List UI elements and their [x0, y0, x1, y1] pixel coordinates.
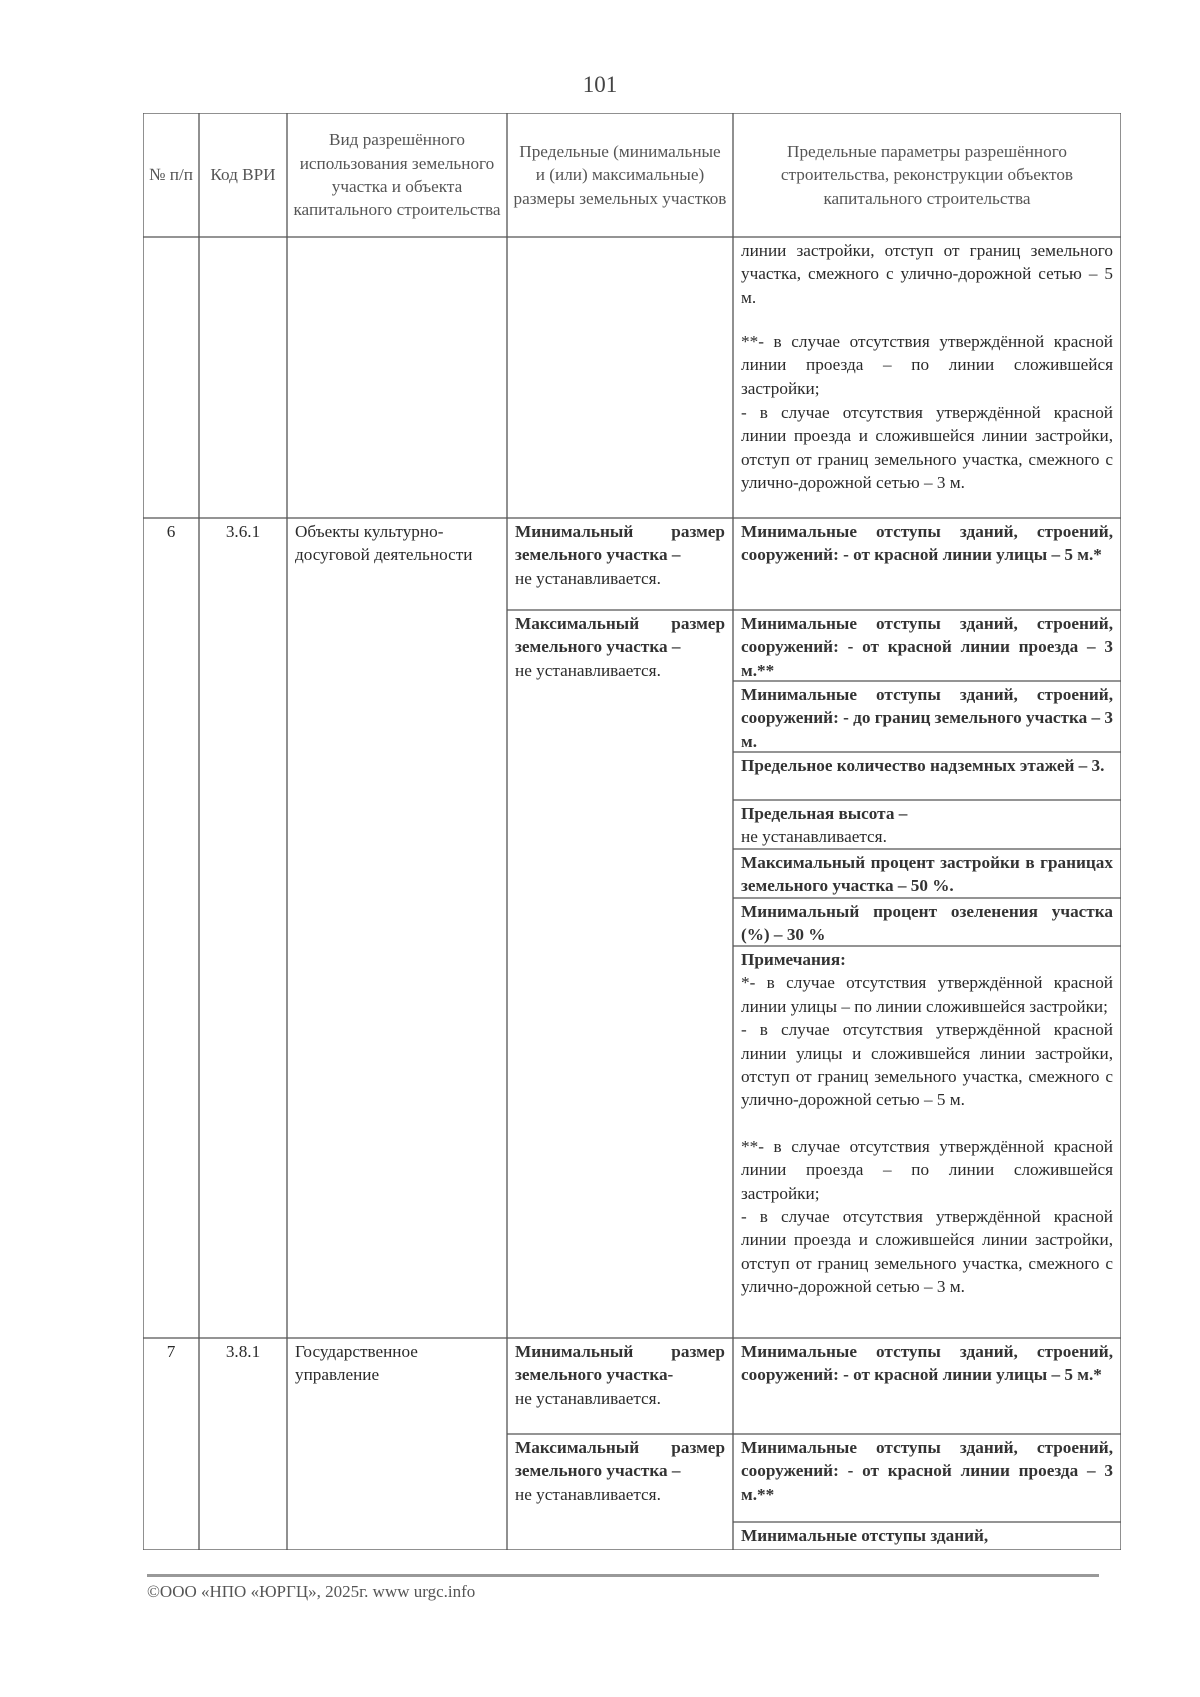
header-code: Код ВРИ: [210, 165, 276, 185]
row6-note-2: - в случае отсутствия утверждённой красной линии улицы и сложившейся линии застройки, отступ от границ земельного участка, смежного с улично-дорожной сетью – 5 м.: [741, 1020, 1113, 1110]
continuation-text-1: линии застройки, отступ от границ земельного участка, смежного с улично-дорожной сетью – 5 м.: [741, 241, 1113, 307]
row7-max-size-value: не устанавливается.: [515, 1484, 661, 1504]
row7-code: 3.8.1: [225, 1342, 261, 1361]
row7-use: Государственное управление: [295, 1342, 418, 1385]
row7-min-size-value: не устанавливается.: [515, 1388, 661, 1408]
row7-param-setback-street: Минимальные отступы зданий, строений, сооружений: - от красной линии улицы – 5 м.*: [741, 1342, 1113, 1385]
row6-param-setback-boundary: Минимальные отступы зданий, строений, сооружений: - до границ земельного участка – 3 м.: [741, 685, 1114, 751]
row6-param-floors: Предельное количество надземных этажей – 3.: [741, 756, 1105, 775]
row6-param-setback-driveway: Минимальные отступы зданий, строений, сооружений: - от красной линии проезда – 3 м.**: [741, 614, 1113, 680]
row6-notes: [733, 946, 1121, 1301]
row6-note-3: **- в случае отсутствия утверждённой красной линии проезда – по линии сложившейся застройки;: [741, 1136, 1113, 1203]
header-num: № п/п: [149, 165, 193, 185]
row7-param-setback-driveway: Минимальные отступы зданий, строений, сооружений: - от красной линии проезда – 3 м.**: [741, 1438, 1113, 1504]
row6-param-greening: Минимальный процент озеленения участка (%) – 30 %: [741, 902, 1113, 945]
header-sizes: Предельные (минимальные и (или) максимальные) размеры земельных участков: [513, 141, 727, 208]
row7-min-size: [507, 1338, 733, 1412]
row6-max-size-title: Максимальный размер земельного участка –: [515, 614, 725, 657]
row6-min-size: [507, 518, 733, 592]
row6-min-size-title: Минимальный размер земельного участка –: [515, 522, 725, 565]
row6-use: Объекты культурно-досуговой деятельности: [295, 522, 473, 565]
row6-param-setback-street: Минимальные отступы зданий, строений, сооружений: - от красной линии улицы – 5 м.*: [741, 522, 1113, 565]
header-use: Вид разрешённого использования земельного участка и объекта капитального строительства: [293, 130, 501, 220]
row7-min-size-title: Минимальный размер земельного участка-: [515, 1342, 725, 1385]
header-params: Предельные параметры разрешённого строительства, реконструкции объектов капитального строительства: [780, 141, 1074, 208]
row7-max-size: [507, 1434, 733, 1508]
row6-num: 6: [166, 522, 176, 541]
row7-max-size-title: Максимальный размер земельного участка –: [515, 1438, 725, 1481]
row7-num: 7: [166, 1342, 176, 1361]
row6-param-height-title: Предельная высота –: [741, 804, 908, 823]
row6-min-size-value: не устанавливается.: [515, 568, 661, 588]
footer-copyright: ©ООО «НПО «ЮРГЦ», 2025г. www urgc.info: [147, 1582, 476, 1601]
row6-note-1: *- в случае отсутствия утверждённой красной линии улицы – по линии сложившейся застройки;: [741, 973, 1113, 1016]
row6-param-height: [733, 800, 1121, 851]
zoning-table: [143, 113, 1121, 1550]
continuation-text-2: **- в случае отсутствия утверждённой красной линии проезда – по линии сложившейся застройки;: [741, 332, 1113, 398]
row6-note-4: - в случае отсутствия утверждённой красной линии проезда и сложившейся линии застройки, отступ от границ земельного участка, смежного с улично-дорожной сетью – 3 м.: [741, 1207, 1113, 1297]
row6-param-coverage: Максимальный процент застройки в границах земельного участка – 50 %.: [741, 853, 1113, 896]
page-number: 101: [582, 72, 618, 97]
continuation-text-3: - в случае отсутствия утверждённой красной линии проезда и сложившейся линии застройки, отступ от границ земельного участка, смежного с улично-дорожной сетью – 3 м.: [741, 403, 1113, 493]
row6-code: 3.6.1: [225, 522, 261, 541]
row7-param-setback-boundary: Минимальные отступы зданий,: [741, 1526, 989, 1545]
row6-max-size-value: не устанавливается.: [515, 660, 661, 680]
row6-param-height-value: не устанавливается.: [741, 827, 887, 847]
row6-max-size: [507, 610, 733, 684]
row6-notes-title: Примечания:: [741, 950, 846, 969]
footer-divider: [147, 1574, 1099, 1577]
